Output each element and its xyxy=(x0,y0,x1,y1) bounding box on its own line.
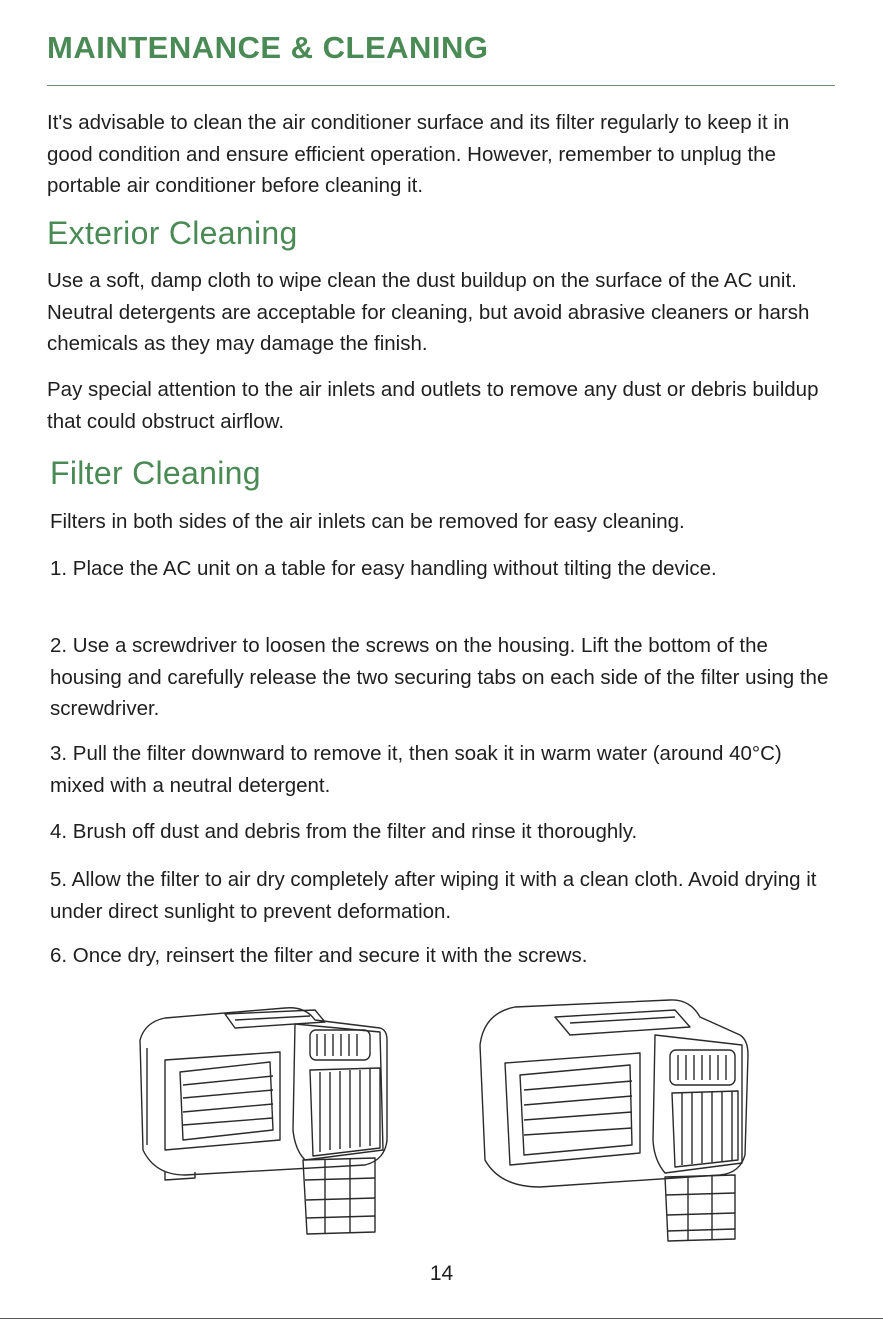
title-divider xyxy=(47,85,835,86)
page-title: MAINTENANCE & CLEANING xyxy=(47,30,489,65)
filter-step-5: 5. Allow the filter to air dry completely after wiping it with a clean cloth. Avoid drying it under direct sunlight to prevent deformation. xyxy=(50,868,817,923)
exterior-cleaning-heading: Exterior Cleaning xyxy=(47,215,298,251)
filter-step-1: 1. Place the AC unit on a table for easy handling without tilting the device. xyxy=(50,557,717,580)
filter-step-6: 6. Once dry, reinsert the filter and secure it with the screws. xyxy=(50,944,588,967)
page-number: 14 xyxy=(429,1262,454,1285)
exterior-paragraph-1: Use a soft, damp cloth to wipe clean the dust buildup on the surface of the AC unit. Neutral detergents are acceptable for cleaning, but avoid abrasive cleaners or harsh chemicals as they may damage the finish. xyxy=(47,269,810,355)
bottom-divider xyxy=(0,1318,883,1319)
ac-unit-illustration-left xyxy=(125,1000,400,1240)
filter-step-3: 3. Pull the filter downward to remove it, then soak it in warm water (around 40°C) mixed with a neutral detergent. xyxy=(50,742,782,797)
filter-intro: Filters in both sides of the air inlets can be removed for easy cleaning. xyxy=(50,510,685,533)
ac-unit-illustration-right xyxy=(470,995,755,1245)
filter-cleaning-heading: Filter Cleaning xyxy=(50,455,261,491)
filter-step-2: 2. Use a screwdriver to loosen the screws on the housing. Lift the bottom of the housing and carefully release the two securing tabs on each side of the filter using the screwdriver. xyxy=(50,634,829,720)
filter-step-4: 4. Brush off dust and debris from the filter and rinse it thoroughly. xyxy=(50,820,638,843)
exterior-paragraph-2: Pay special attention to the air inlets and outlets to remove any dust or debris buildup that could obstruct airflow. xyxy=(47,378,819,433)
intro-paragraph: It's advisable to clean the air conditioner surface and its filter regularly to keep it in good condition and ensure efficient operation. However, remember to unplug the portable air conditioner before cleaning it. xyxy=(47,111,790,197)
